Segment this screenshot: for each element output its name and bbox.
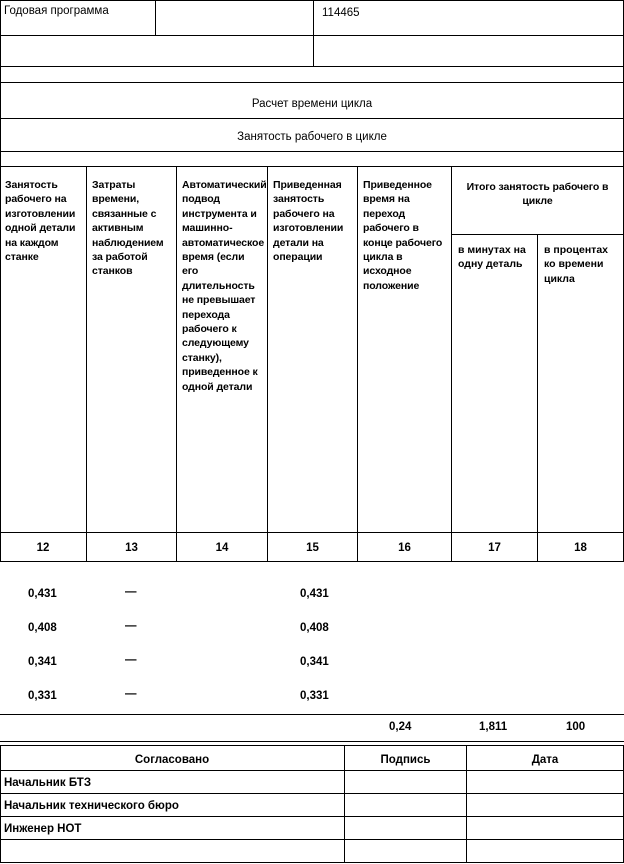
section-title-worker-occupancy: Занятость рабочего в цикле [237, 131, 387, 143]
column-number-12: 12 [36, 542, 50, 554]
rule-totals-top [0, 714, 624, 715]
column-number-14: 14 [215, 542, 229, 554]
column-header-18: в процентах ко времени цикла [544, 244, 608, 285]
column-number-17: 17 [488, 542, 501, 554]
col-sep-16-17 [451, 166, 452, 562]
cell-r3-c12: 0,341 [28, 656, 57, 668]
rule-top-1 [0, 35, 624, 36]
rule-numbers-bottom [0, 561, 624, 562]
sep-top-a [155, 0, 156, 35]
border-left-top [0, 0, 1, 82]
column-header-17: в минутах на одну деталь [458, 244, 526, 271]
cell-r1-c15: 0,431 [300, 588, 329, 600]
total-c16: 0,24 [389, 721, 412, 733]
annual-program-label: Годовая программа [4, 5, 109, 17]
cell-r4-c12: 0,331 [28, 690, 57, 702]
footer-row-label-2: Начальник технического бюро [4, 800, 179, 812]
annual-program-value: 114465 [322, 7, 360, 19]
footer-row-label-1: Начальник БТЗ [4, 777, 92, 789]
rule-totals-bottom [0, 741, 624, 742]
rule-header-bottom [0, 532, 624, 533]
rule-top-2 [0, 66, 624, 67]
column-header-16: Приведенное время на переход рабочего в конце рабочего цикла в исходное положение [363, 179, 443, 292]
border-left-main [0, 82, 1, 562]
rule-footer-top [0, 745, 624, 746]
cell-r3-c15: 0,341 [300, 656, 329, 668]
column-header-12: Занятость рабочего на изготовлении одной детали на каждом станке [5, 179, 76, 264]
cell-r4-c15: 0,331 [300, 690, 329, 702]
total-c18: 100 [566, 721, 586, 733]
rule-footer-bottom [0, 862, 624, 863]
rule-footer-r3 [0, 839, 624, 840]
footer-header-signature: Подпись [380, 754, 431, 766]
column-header-15: Приведенная занятость рабочего на изготовлении детали на операции [273, 179, 344, 264]
cell-r1-c13: — [125, 586, 137, 598]
rule-footer-hdr [0, 770, 624, 771]
cell-r4-c13: — [125, 688, 137, 700]
cell-r1-c12: 0,431 [28, 588, 57, 600]
rule-footer-r2 [0, 816, 624, 817]
footer-header-date: Дата [531, 754, 559, 766]
column-number-13: 13 [125, 542, 138, 554]
rule-footer-r1 [0, 793, 624, 794]
rule-top-0 [0, 0, 624, 1]
column-header-13: Затраты времени, связанные с активным наблюдением за работой станков [92, 179, 164, 278]
rule-title-2 [0, 151, 624, 152]
sep-top-b [313, 0, 314, 66]
footer-header-agreed: Согласовано [134, 754, 210, 766]
rule-top-3 [0, 82, 624, 83]
cell-r3-c13: — [125, 654, 137, 666]
rule-title-1 [0, 118, 624, 119]
cell-r2-c12: 0,408 [28, 622, 57, 634]
column-number-16: 16 [398, 542, 411, 554]
column-header-14: Автоматический подвод инструмента и машинно-автоматическое время (если его длительность не превышает перехода рабочего к следующему станку), приведенное к одной детали [182, 179, 267, 393]
column-number-15: 15 [306, 542, 319, 554]
column-number-18: 18 [574, 542, 587, 554]
footer-row-label-3: Инженер НОТ [4, 823, 82, 835]
total-c17: 1,811 [479, 721, 508, 733]
column-header-group-total: Итого занятость рабочего в цикле [466, 181, 609, 208]
section-title-cycle-calc: Расчет времени цикла [251, 98, 373, 110]
rule-header-top [0, 166, 624, 167]
cell-r2-c15: 0,408 [300, 622, 329, 634]
cell-r2-c13: — [125, 620, 137, 632]
